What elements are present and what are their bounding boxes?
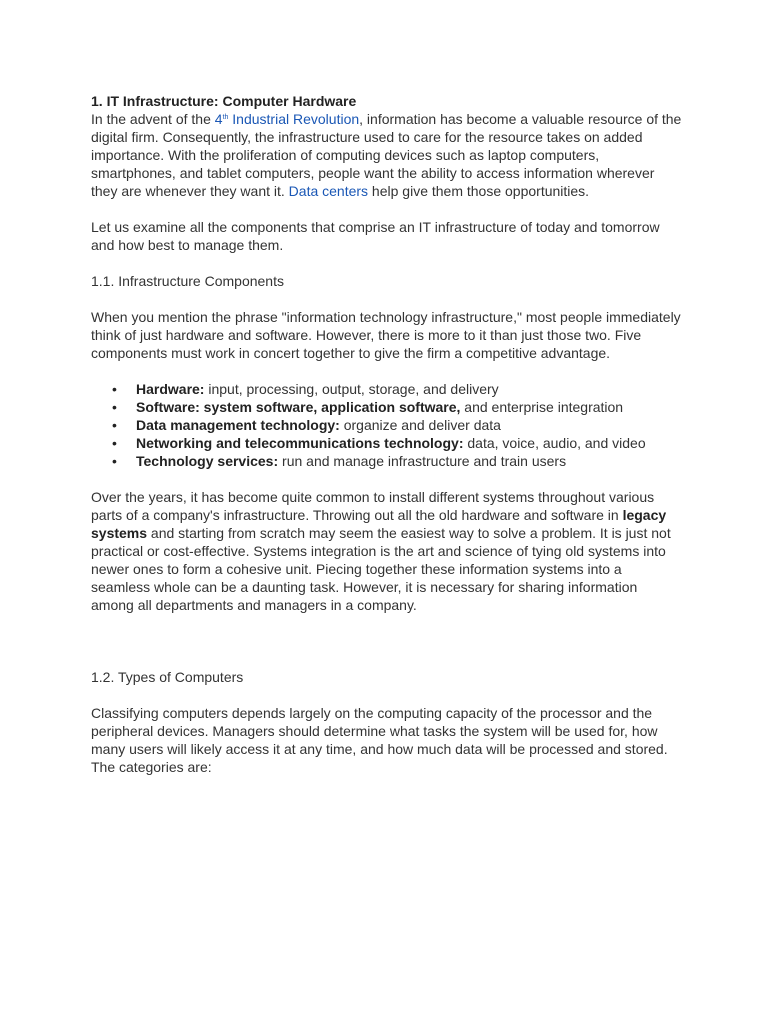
bullet-icon: •: [112, 399, 117, 415]
intro-text-3: help give them those opportunities.: [368, 183, 590, 199]
list-item-text: input, processing, output, storage, and delivery: [204, 381, 499, 397]
link-superscript: th: [222, 114, 229, 121]
list-item-text: and enterprise integration: [460, 399, 624, 415]
spacer: [91, 470, 683, 488]
subsection-heading-1-1: 1.1. Infrastructure Components: [91, 273, 284, 289]
components-intro-paragraph: When you mention the phrase "information technology infrastructure," most people immediately think of just hardware and software. However, there is more to it than just those two. Five components must work in concert together to give the firm a competitive advantage.: [91, 309, 681, 361]
list-item: [91, 434, 683, 452]
legacy-paragraph: [91, 488, 683, 614]
list-item: [91, 380, 683, 398]
list-item: [91, 416, 683, 434]
bullet-icon: •: [112, 417, 117, 433]
examine-paragraph: Let us examine all the components that comprise an IT infrastructure of today and tomorrow and how best to manage them.: [91, 219, 660, 253]
link-4: 4: [214, 111, 223, 127]
spacer: [91, 254, 683, 272]
spacer: [91, 686, 683, 704]
components-list: [91, 380, 683, 470]
legacy-text-2: and starting from scratch may seem the easiest way to solve a problem. It is just not practical or cost-effective. Systems integration is the art and science of tying old systems into newer ones to form a cohesive unit. Piecing together these information systems into a seamless whole can be a daunting task. However, it is necessary for sharing information among all departments and managers in a company.: [91, 525, 671, 613]
spacer: [91, 362, 683, 380]
list-item-bold: Software: system software, application software,: [136, 399, 461, 415]
bullet-icon: •: [112, 453, 117, 469]
section-heading: 1. IT Infrastructure: Computer Hardware: [91, 93, 357, 109]
spacer: [91, 614, 683, 668]
list-item-bold: Networking and telecommunications technology:: [136, 435, 464, 451]
spacer: [91, 200, 683, 218]
list-item-bold: Hardware:: [136, 381, 205, 397]
legacy-text-1: Over the years, it has become quite common to install different systems throughout various parts of a company's infrastructure. Throwing out all the old hardware and software in: [91, 489, 655, 523]
list-item: [91, 398, 683, 416]
list-item-text: organize and deliver data: [339, 417, 501, 433]
list-item-text: data, voice, audio, and video: [463, 435, 646, 451]
industrial-revolution-link[interactable]: [215, 111, 359, 127]
list-item-bold: Data management technology:: [136, 417, 340, 433]
list-item: [91, 452, 683, 470]
legacy-systems-term: legacy systems: [91, 507, 667, 541]
intro-text-2: , information has become a valuable resource of the digital firm. Consequently, the infrastructure used to care for the resource takes on added importance. With the proliferation of computing devices such as laptop computers, smartphones, and tablet computers, people want the ability to access information wherever they are whenever they want it.: [91, 111, 682, 199]
intro-text-1: In the advent of the: [91, 111, 215, 127]
classifying-paragraph: Classifying computers depends largely on the computing capacity of the processor and the peripheral devices. Managers should determine what tasks the system will be used for, how many users will likely access it at any time, and how much data will be processed and stored. The categories are:: [91, 705, 668, 775]
list-item-bold: Technology services:: [136, 453, 279, 469]
bullet-icon: •: [112, 435, 117, 451]
data-centers-link[interactable]: Data centers: [288, 183, 369, 199]
bullet-icon: •: [112, 381, 117, 397]
document-body: [91, 92, 683, 776]
link-industrial-revolution-text: Industrial Revolution: [228, 111, 360, 127]
list-item-text: run and manage infrastructure and train users: [278, 453, 567, 469]
subsection-heading-1-2: 1.2. Types of Computers: [91, 669, 244, 685]
spacer: [91, 290, 683, 308]
intro-paragraph: [91, 110, 683, 200]
